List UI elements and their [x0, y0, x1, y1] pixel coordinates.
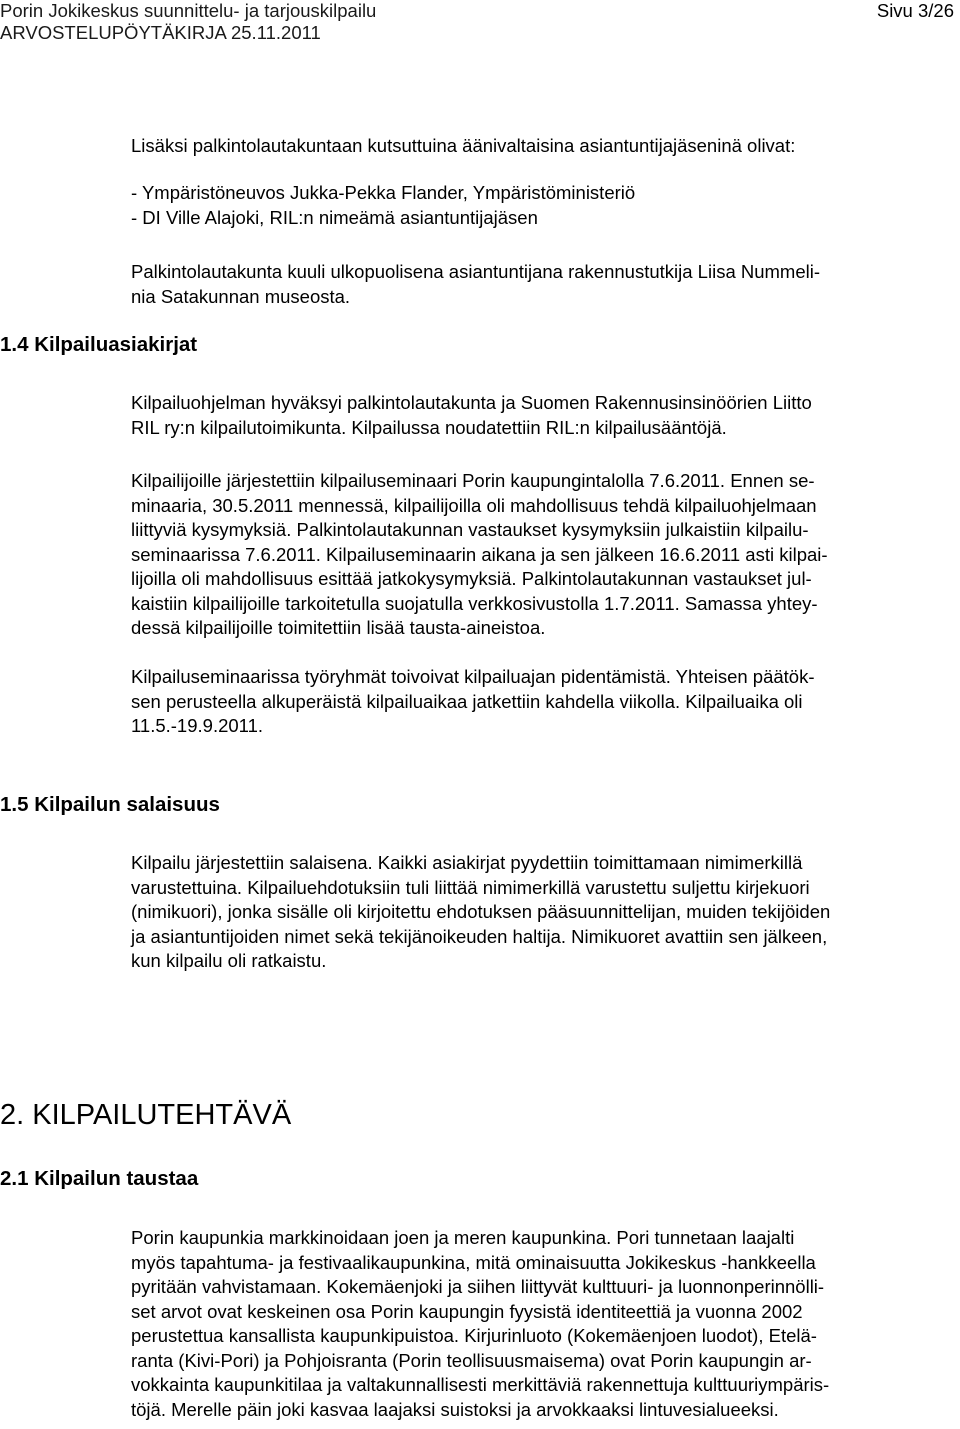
paragraph-line: kaistiin kilpailijoille tarkoitetulla suojatulla verkkosivustolla 1.7.2011. Samassa yhtey- [131, 592, 818, 614]
paragraph-line: minaaria, 30.5.2011 mennessä, kilpailijoilla oli mahdollisuus tehdä kilpailuohjelmaan [131, 494, 817, 516]
paragraph-line: (nimikuori), jonka sisälle oli kirjoitettu ehdotuksen pääsuunnittelijan, muiden tekijöiden [131, 901, 831, 922]
paragraph-line: Palkintolautakunta kuuli ulkopuolisena asiantuntijana rakennustutkija Liisa Nummeli- [131, 261, 821, 282]
outside-expert-paragraph [131, 260, 959, 309]
intro-lead [131, 134, 959, 159]
paragraph-line: lijoilla oli mahdollisuus esittää jatkokysymyksiä. Palkintolautakunnan vastaukset jul- [131, 568, 812, 589]
section-heading-2-1: 2.1 Kilpailun taustaa [0, 1167, 199, 1190]
paragraph-line: sen perusteella alkuperäistä kilpailuaikaa jatkettiin kahdella viikolla. Kilpailuaika oli [131, 690, 803, 712]
paragraph-line: Kilpailuohjelman hyväksyi palkintolautakunta ja Suomen Rakennusinsinöörien Liitto [131, 392, 812, 413]
list-item: - Ympäristöneuvos Jukka-Pekka Flander, Ympäristöministeriö [131, 182, 636, 203]
paragraph-line: varustettuina. Kilpailuehdotuksiin tuli liittää nimimerkillä varustettu suljettu kirjekuori [131, 876, 810, 898]
paragraph-line: set arvot ovat keskeinen osa Porin kaupungin fyysistä identiteettiä ja vuonna 2002 [131, 1300, 803, 1322]
section-1-5-para-1 [131, 851, 959, 974]
expert-list [131, 181, 959, 230]
section-1-4-para-3 [131, 665, 959, 739]
intro-lead-text: Lisäksi palkintolautakuntaan kutsuttuina äänivaltaisina asiantuntijajäseninä olivat: [131, 135, 796, 156]
paragraph-line: pyritään vahvistamaan. Kokemäenjoki ja siihen liittyvät kulttuuri- ja luonnonperinnölli- [131, 1276, 825, 1297]
paragraph-line: seminaarissa 7.6.2011. Kilpailuseminaarin aikana ja sen jälkeen 16.6.2011 asti kilpai- [131, 543, 828, 565]
paragraph-line: ranta (Kivi-Pori) ja Pohjoisranta (Porin teollisuusmaisema) ovat Porin kaupungin ar- [131, 1349, 812, 1371]
paragraph-line: töjä. Merelle päin joki kasvaa laajaksi suistoksi ja arvokkaaksi lintuvesialueeksi. [131, 1398, 779, 1420]
paragraph-line: liittyviä kysymyksiä. Palkintolautakunnan vastaukset kysymyksiin julkaistiin kilpailu- [131, 519, 809, 540]
paragraph-line: 11.5.-19.9.2011. [131, 715, 264, 736]
paragraph-line: myös tapahtuma- ja festivaalikaupunkina, mitä ominaisuutta Jokikeskus -hankkeella [131, 1251, 816, 1273]
chapter-heading-2: 2. KILPAILUTEHTÄVÄ [0, 1099, 292, 1131]
paragraph-line: ja asiantuntijoiden nimet sekä tekijänoikeuden haltija. Nimikuoret avattiin sen jälkeen, [131, 925, 828, 947]
page-number: Sivu 3/26 [876, 0, 954, 21]
paragraph-line: Kilpailu järjestettiin salaisena. Kaikki asiakirjat pyydettiin toimittamaan nimimerkillä [131, 852, 803, 873]
header-title: Porin Jokikeskus suunnittelu- ja tarjouskilpailu [0, 0, 377, 21]
paragraph-line: Kilpailijoille järjestettiin kilpailuseminaari Porin kaupungintalolla 7.6.2011. Ennen se- [131, 470, 815, 491]
paragraph-line: nia Satakunnan museosta. [131, 285, 351, 307]
header-subtitle: ARVOSTELUPÖYTÄKIRJA 25.11.2011 [0, 22, 321, 43]
paragraph-line: vokkainta kaupunkitilaa ja valtakunnallisesti merkittäviä rakennettuja kulttuuriympäris- [131, 1374, 830, 1395]
paragraph-line: perustettua kansallista kaupunkipuistoa. Kirjurinluoto (Kokemäenjoen luodot), Etelä- [131, 1325, 817, 1346]
section-1-4-para-1 [131, 391, 959, 440]
list-item: - DI Ville Alajoki, RIL:n nimeämä asiantuntijajäsen [131, 206, 538, 228]
section-heading-1-5: 1.5 Kilpailun salaisuus [0, 793, 220, 816]
section-1-4-para-2 [131, 469, 959, 641]
paragraph-line: kun kilpailu oli ratkaistu. [131, 950, 327, 971]
section-2-1-para-1 [131, 1226, 959, 1422]
paragraph-line: Porin kaupunkia markkinoidaan joen ja meren kaupunkina. Pori tunnetaan laajalti [131, 1227, 795, 1248]
paragraph-line: Kilpailuseminaarissa työryhmät toivoivat kilpailuajan pidentämistä. Yhteisen päätök- [131, 666, 815, 687]
paragraph-line: RIL ry:n kilpailutoimikunta. Kilpailussa noudatettiin RIL:n kilpailusääntöjä. [131, 416, 727, 438]
section-heading-1-4: 1.4 Kilpailuasiakirjat [0, 333, 198, 356]
paragraph-line: dessä kilpailijoille toimitettiin lisää tausta-aineistoa. [131, 617, 546, 638]
